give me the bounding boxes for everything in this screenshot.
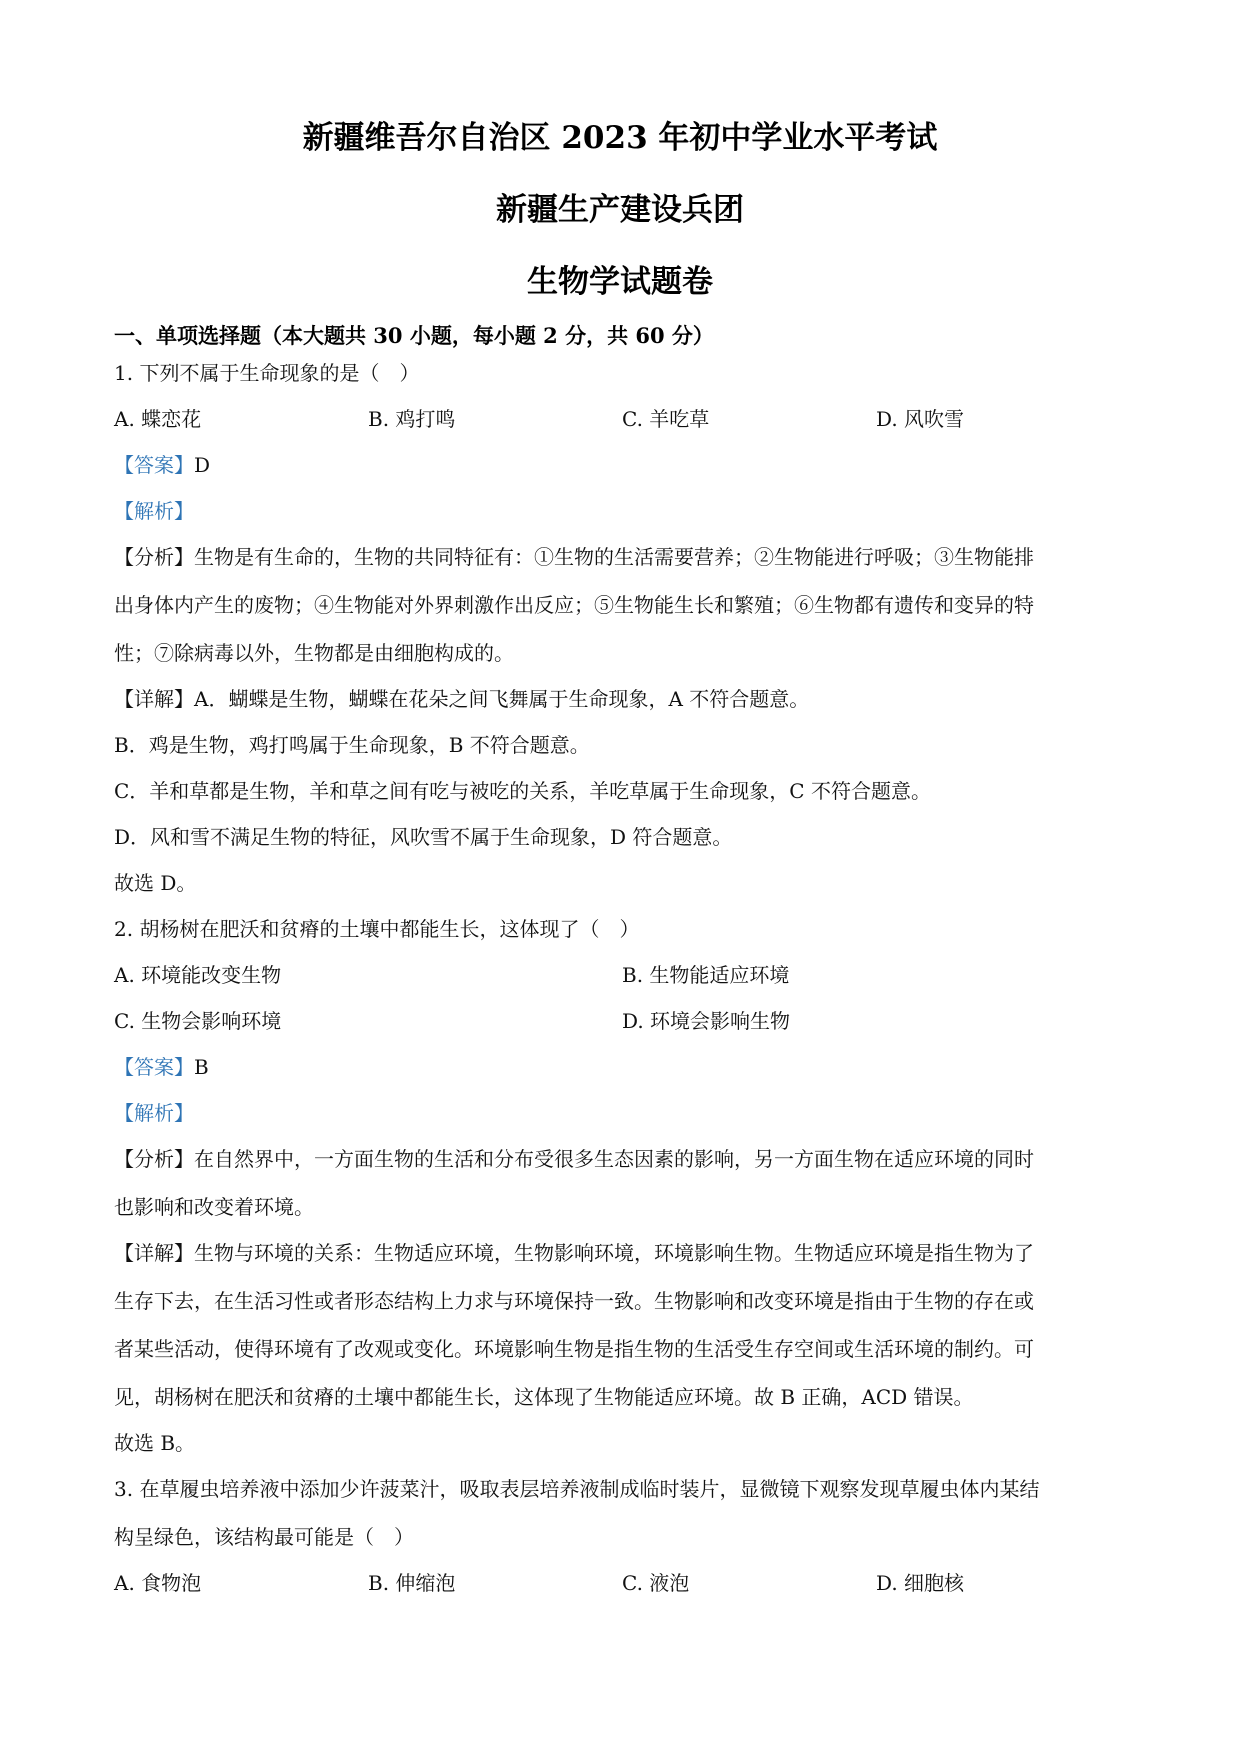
exam-title-line3: 生物学试题卷 — [527, 264, 713, 300]
q2-detail-line: 生存下去，在生活习性或者形态结构上力求与环境保持一致。生物影响和改变环境是指由于生物的存在或 — [114, 1289, 1034, 1313]
q1-analysis-line: 性；⑦除病毒以外，生物都是由细胞构成的。 — [114, 641, 514, 665]
q2-analysis-tag: 【解析】 — [114, 1101, 194, 1125]
q1-analysis-line: 出身体内产生的废物；④生物能对外界刺激作出反应；⑤生物能生长和繁殖；⑥生物都有遗传和变异的特 — [114, 593, 1034, 617]
answer-value: D — [194, 453, 211, 477]
q3-stem-line: 3. 在草履虫培养液中添加少许菠菜汁，吸取表层培养液制成临时装片，显微镜下观察发现草履虫体内某结 — [114, 1477, 1040, 1501]
exam-title-line1: 新疆维吾尔自治区 2023 年初中学业水平考试 — [302, 120, 938, 156]
q1-option-a: A. 蝶恋花 — [114, 407, 202, 431]
q3-option-b: B. 伸缩泡 — [368, 1571, 456, 1595]
q1-detail-line: B．鸡是生物，鸡打鸣属于生命现象，B 不符合题意。 — [114, 733, 590, 757]
q2-detail-line: 见，胡杨树在肥沃和贫瘠的土壤中都能生长，这体现了生物能适应环境。故 B 正确，ACD 错误。 — [114, 1385, 974, 1409]
q2-option-a: A. 环境能改变生物 — [114, 963, 282, 987]
q2-option-d: D. 环境会影响生物 — [622, 1009, 791, 1033]
q2-analysis-line: 也影响和改变着环境。 — [114, 1195, 314, 1219]
q1-answer — [114, 451, 210, 479]
q2-detail-line: 【详解】生物与环境的关系：生物适应环境，生物影响环境，环境影响生物。生物适应环境是指生物为了 — [114, 1241, 1034, 1265]
q2-stem: 2. 胡杨树在肥沃和贫瘠的土壤中都能生长，这体现了（ ） — [114, 917, 640, 941]
q1-detail-line: D．风和雪不满足生物的特征，风吹雪不属于生命现象，D 符合题意。 — [114, 825, 733, 849]
q2-answer — [114, 1053, 209, 1081]
q3-option-d: D. 细胞核 — [876, 1571, 965, 1595]
q3-stem-line: 构呈绿色，该结构最可能是（ ） — [114, 1525, 414, 1549]
q2-analysis-line: 【分析】在自然界中，一方面生物的生活和分布受很多生态因素的影响，另一方面生物在适应环境的同时 — [114, 1147, 1034, 1171]
q3-option-c: C. 液泡 — [622, 1571, 690, 1595]
q2-option-b: B. 生物能适应环境 — [622, 963, 790, 987]
q2-detail-line: 故选 B。 — [114, 1431, 196, 1455]
exam-title-line2: 新疆生产建设兵团 — [496, 192, 744, 228]
q1-detail-line: 故选 D。 — [114, 871, 197, 895]
q1-stem: 1. 下列不属于生命现象的是（ ） — [114, 361, 420, 385]
answer-tag: 【答案】 — [114, 453, 194, 477]
q1-analysis-tag: 【解析】 — [114, 499, 194, 523]
q1-option-b: B. 鸡打鸣 — [368, 407, 456, 431]
q1-detail-line: 【详解】A．蝴蝶是生物，蝴蝶在花朵之间飞舞属于生命现象，A 不符合题意。 — [114, 687, 810, 711]
q1-option-d: D. 风吹雪 — [876, 407, 965, 431]
answer-tag: 【答案】 — [114, 1055, 194, 1079]
q1-detail-line: C．羊和草都是生物，羊和草之间有吃与被吃的关系，羊吃草属于生命现象，C 不符合题意。 — [114, 779, 931, 803]
q3-option-a: A. 食物泡 — [114, 1571, 202, 1595]
q2-option-c: C. 生物会影响环境 — [114, 1009, 282, 1033]
q1-analysis-line: 【分析】生物是有生命的，生物的共同特征有：①生物的生活需要营养；②生物能进行呼吸；③生物能排 — [114, 545, 1034, 569]
section-heading: 一、单项选择题（本大题共 30 小题，每小题 2 分，共 60 分） — [114, 323, 714, 348]
q2-detail-line: 者某些活动，使得环境有了改观或变化。环境影响生物是指生物的生活受生存空间或生活环境的制约。可 — [114, 1337, 1034, 1361]
q1-option-c: C. 羊吃草 — [622, 407, 710, 431]
answer-value: B — [194, 1055, 209, 1079]
